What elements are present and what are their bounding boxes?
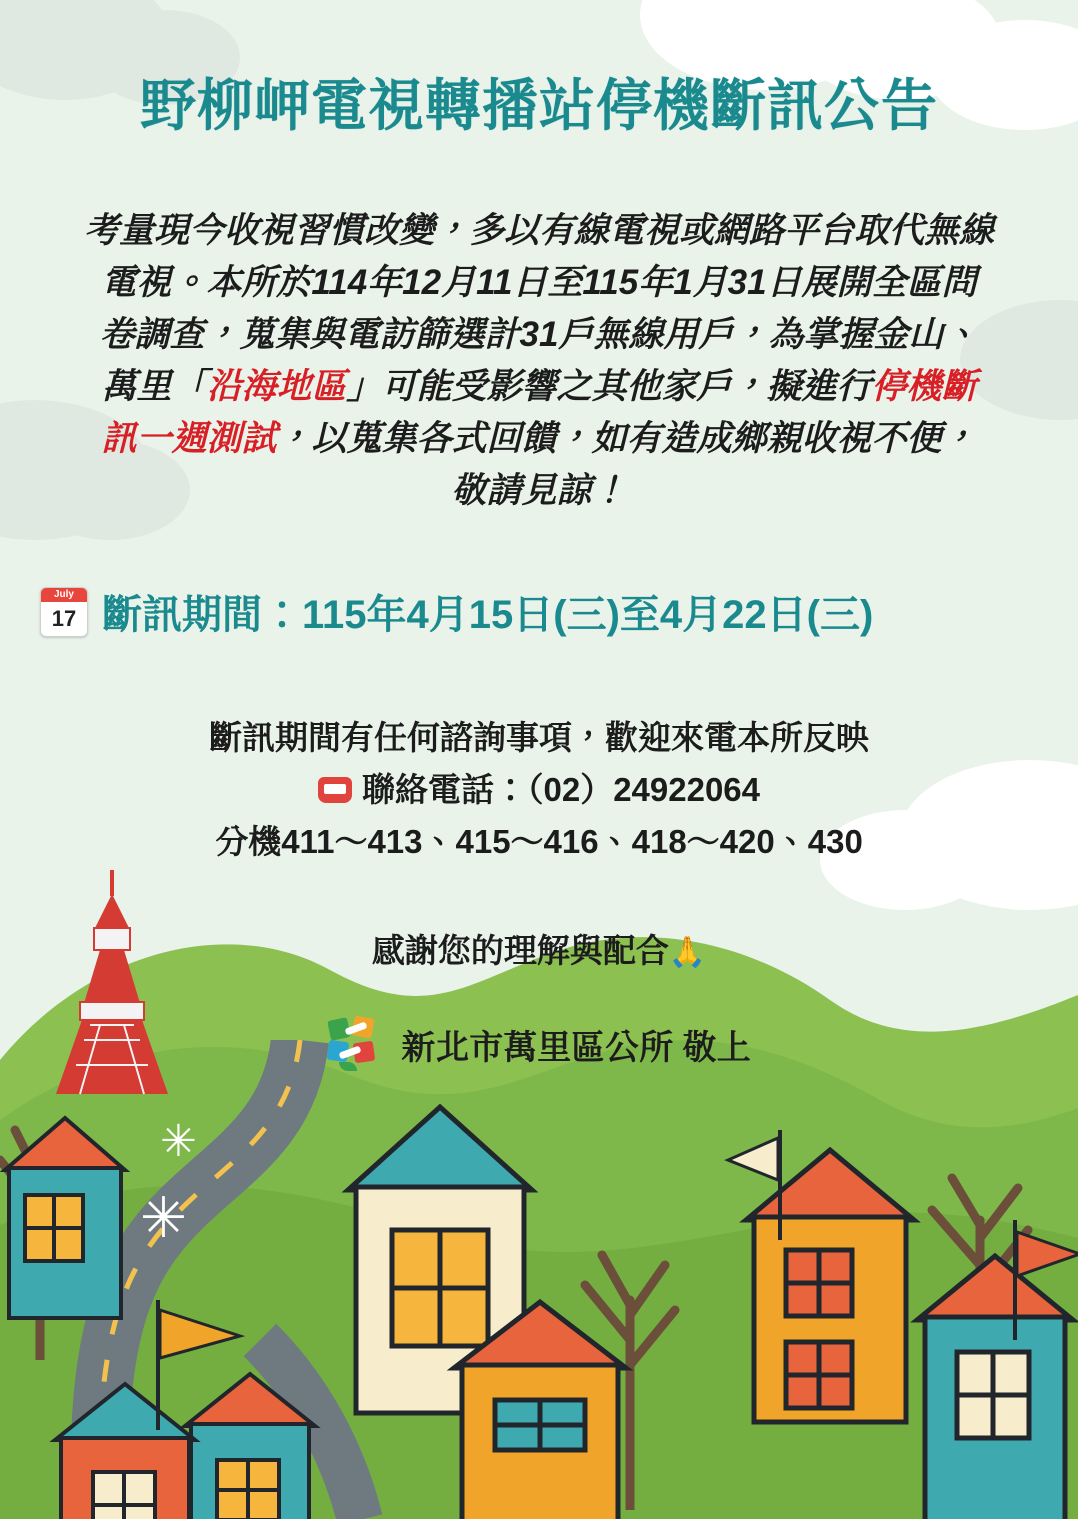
praying-hands-icon: 🙏 (668, 936, 707, 969)
body-segment-1: 考量現今收視習慣改變，多以有線電視或網路平台取代無線電視。本所於114年12月11日至115年1月31日展開全區問卷調查，蒐集與電訪篩選計31戶無線用戶，為掌握金山、萬里「 (84, 211, 995, 406)
body-highlight-one-week-test: 停機斷訊一週測試 (101, 367, 977, 458)
signature-row (0, 1015, 1078, 1073)
body-highlight-coastal-area: 沿海地區 (206, 367, 347, 406)
contact-block (0, 712, 1078, 868)
telephone-icon (318, 777, 352, 803)
thanks-text: 感謝您的理解與配合 (371, 932, 669, 969)
body-segment-3: ，以蒐集各式回饋，如有造成鄉親收視不便，敬請見諒！ (276, 419, 977, 510)
page-title: 野柳岬電視轉播站停機斷訊公告 (140, 74, 938, 137)
contact-phone-line (0, 764, 1078, 816)
contact-extensions: 分機411～413、415～416、418～420、430 (215, 823, 863, 860)
sparkle-icon: ✳ (160, 1117, 197, 1166)
body-paragraph (84, 205, 994, 517)
wanli-district-office-logo-icon (327, 1015, 383, 1073)
calendar-day-label: 17 (51, 605, 77, 631)
sparkle-icon: ✳ (140, 1186, 187, 1249)
outage-period-row (40, 583, 1040, 640)
calendar-icon (40, 587, 88, 637)
contact-phone-label: 聯絡電話：（02）24922064 (361, 771, 761, 808)
body-segment-2: 」可能受影響之其他家戶，擬進行 (346, 367, 872, 406)
outage-period-text: 斷訊期間：115年4月15日(三)至4月22日(三) (102, 593, 874, 637)
thanks-line (0, 925, 1078, 972)
contact-intro-line: 斷訊期間有任何諮詢事項，歡迎來電本所反映 (209, 719, 869, 756)
calendar-month-label: July (41, 588, 87, 602)
signature-text: 新北市萬里區公所 敬上 (401, 1028, 751, 1067)
